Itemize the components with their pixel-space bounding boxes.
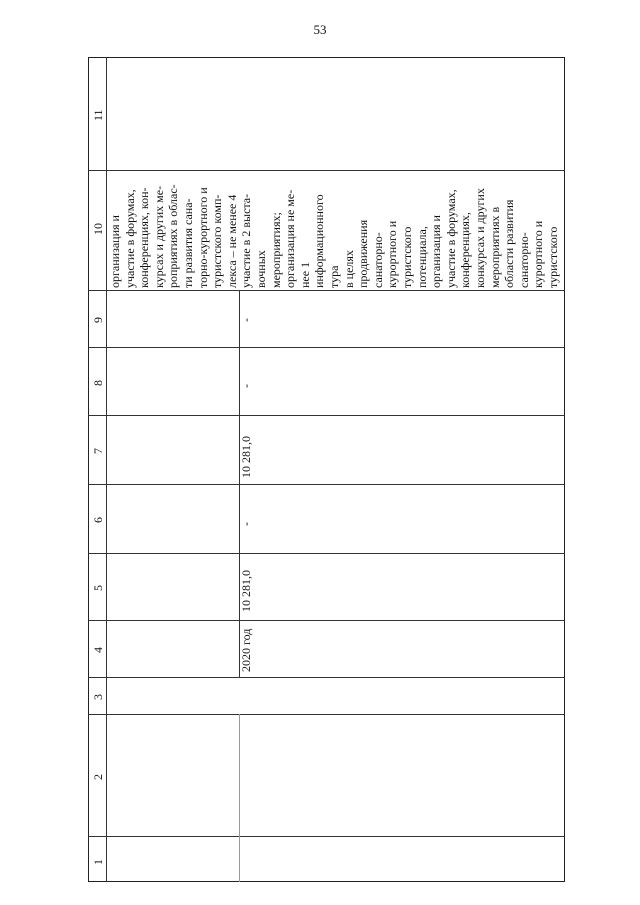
column-divider-5-4 (88, 620, 565, 621)
activity-line: роприятиях в облас- (166, 184, 181, 288)
activity-line: организация и (429, 215, 444, 288)
row-separator-a (239, 290, 240, 677)
activity-line: конференциях, (458, 212, 473, 288)
cell-amount-total: 10 281,0 (239, 570, 253, 612)
activity-line: области развития (502, 199, 517, 288)
column-number-8: 8 (91, 380, 105, 386)
column-number-1: 1 (91, 859, 105, 865)
page-number: 53 (313, 22, 327, 37)
activity-line: курсах и других ме- (151, 185, 166, 288)
activity-line: нее 1 (297, 261, 312, 288)
activity-line: участие в форумах, (122, 189, 137, 288)
activity-line: мероприятиях; (268, 212, 283, 288)
cell-amount-col7: 10 281,0 (239, 436, 253, 478)
cell-year: 2020 год (239, 628, 253, 672)
column-divider-2-1 (88, 836, 565, 837)
activity-line: информационного (312, 194, 327, 288)
activity-line: торно-курортного и (195, 187, 210, 288)
activity-line: продвижения (356, 219, 371, 288)
activity-line: участие в 2 выста- (239, 193, 254, 288)
column-divider-9-8 (88, 347, 565, 348)
activity-line: организация и (108, 215, 122, 288)
cell-col8: - (239, 384, 253, 388)
column-number-10: 10 (91, 223, 105, 235)
column-divider-4-3 (88, 677, 565, 678)
activity-line: ти развития сана- (181, 198, 195, 288)
table-frame (88, 57, 565, 882)
column-number-3: 3 (91, 694, 105, 700)
column-divider-11-10 (88, 170, 565, 171)
column-divider-6-5 (88, 553, 565, 554)
column-divider-8-7 (88, 415, 565, 416)
activity-line: туристского комп- (210, 194, 225, 288)
row-separator-b (239, 714, 240, 882)
activity-line: потенциала, (414, 226, 429, 288)
activity-line: курортного и (385, 220, 400, 288)
activity-line: мероприятиях в (487, 206, 502, 288)
activity-line: санаторно- (370, 232, 385, 288)
activity-line: в целях (341, 250, 356, 288)
column-divider-7-6 (88, 484, 565, 485)
activity-line: организация не ме- (283, 189, 298, 288)
column-number-6: 6 (91, 517, 105, 523)
column-number-9: 9 (91, 317, 105, 323)
activity-line: конференциях, кон- (137, 187, 152, 288)
activity-line: туристского (400, 226, 414, 288)
activity-line: участие в форумах, (443, 189, 458, 288)
activity-line: курортного и (531, 220, 546, 288)
column-divider-3-2 (88, 714, 565, 715)
column-number-11: 11 (91, 109, 105, 121)
activity-line: туристского (546, 226, 560, 288)
activity-line: тура (327, 265, 341, 288)
column-number-7: 7 (91, 448, 105, 454)
header-row-separator (106, 57, 107, 882)
activity-line: конкурсах и других (473, 188, 487, 288)
column-number-4: 4 (91, 647, 105, 653)
cell-col6: - (239, 522, 253, 526)
cell-col9: - (239, 318, 253, 322)
column-number-5: 5 (91, 585, 105, 591)
column-divider-10-9 (88, 290, 565, 291)
activity-line: санаторно- (516, 232, 531, 288)
activity-line: лекса – не менее 4 (224, 194, 239, 288)
column-number-2: 2 (91, 774, 105, 780)
activity-line: вочных (254, 250, 268, 288)
